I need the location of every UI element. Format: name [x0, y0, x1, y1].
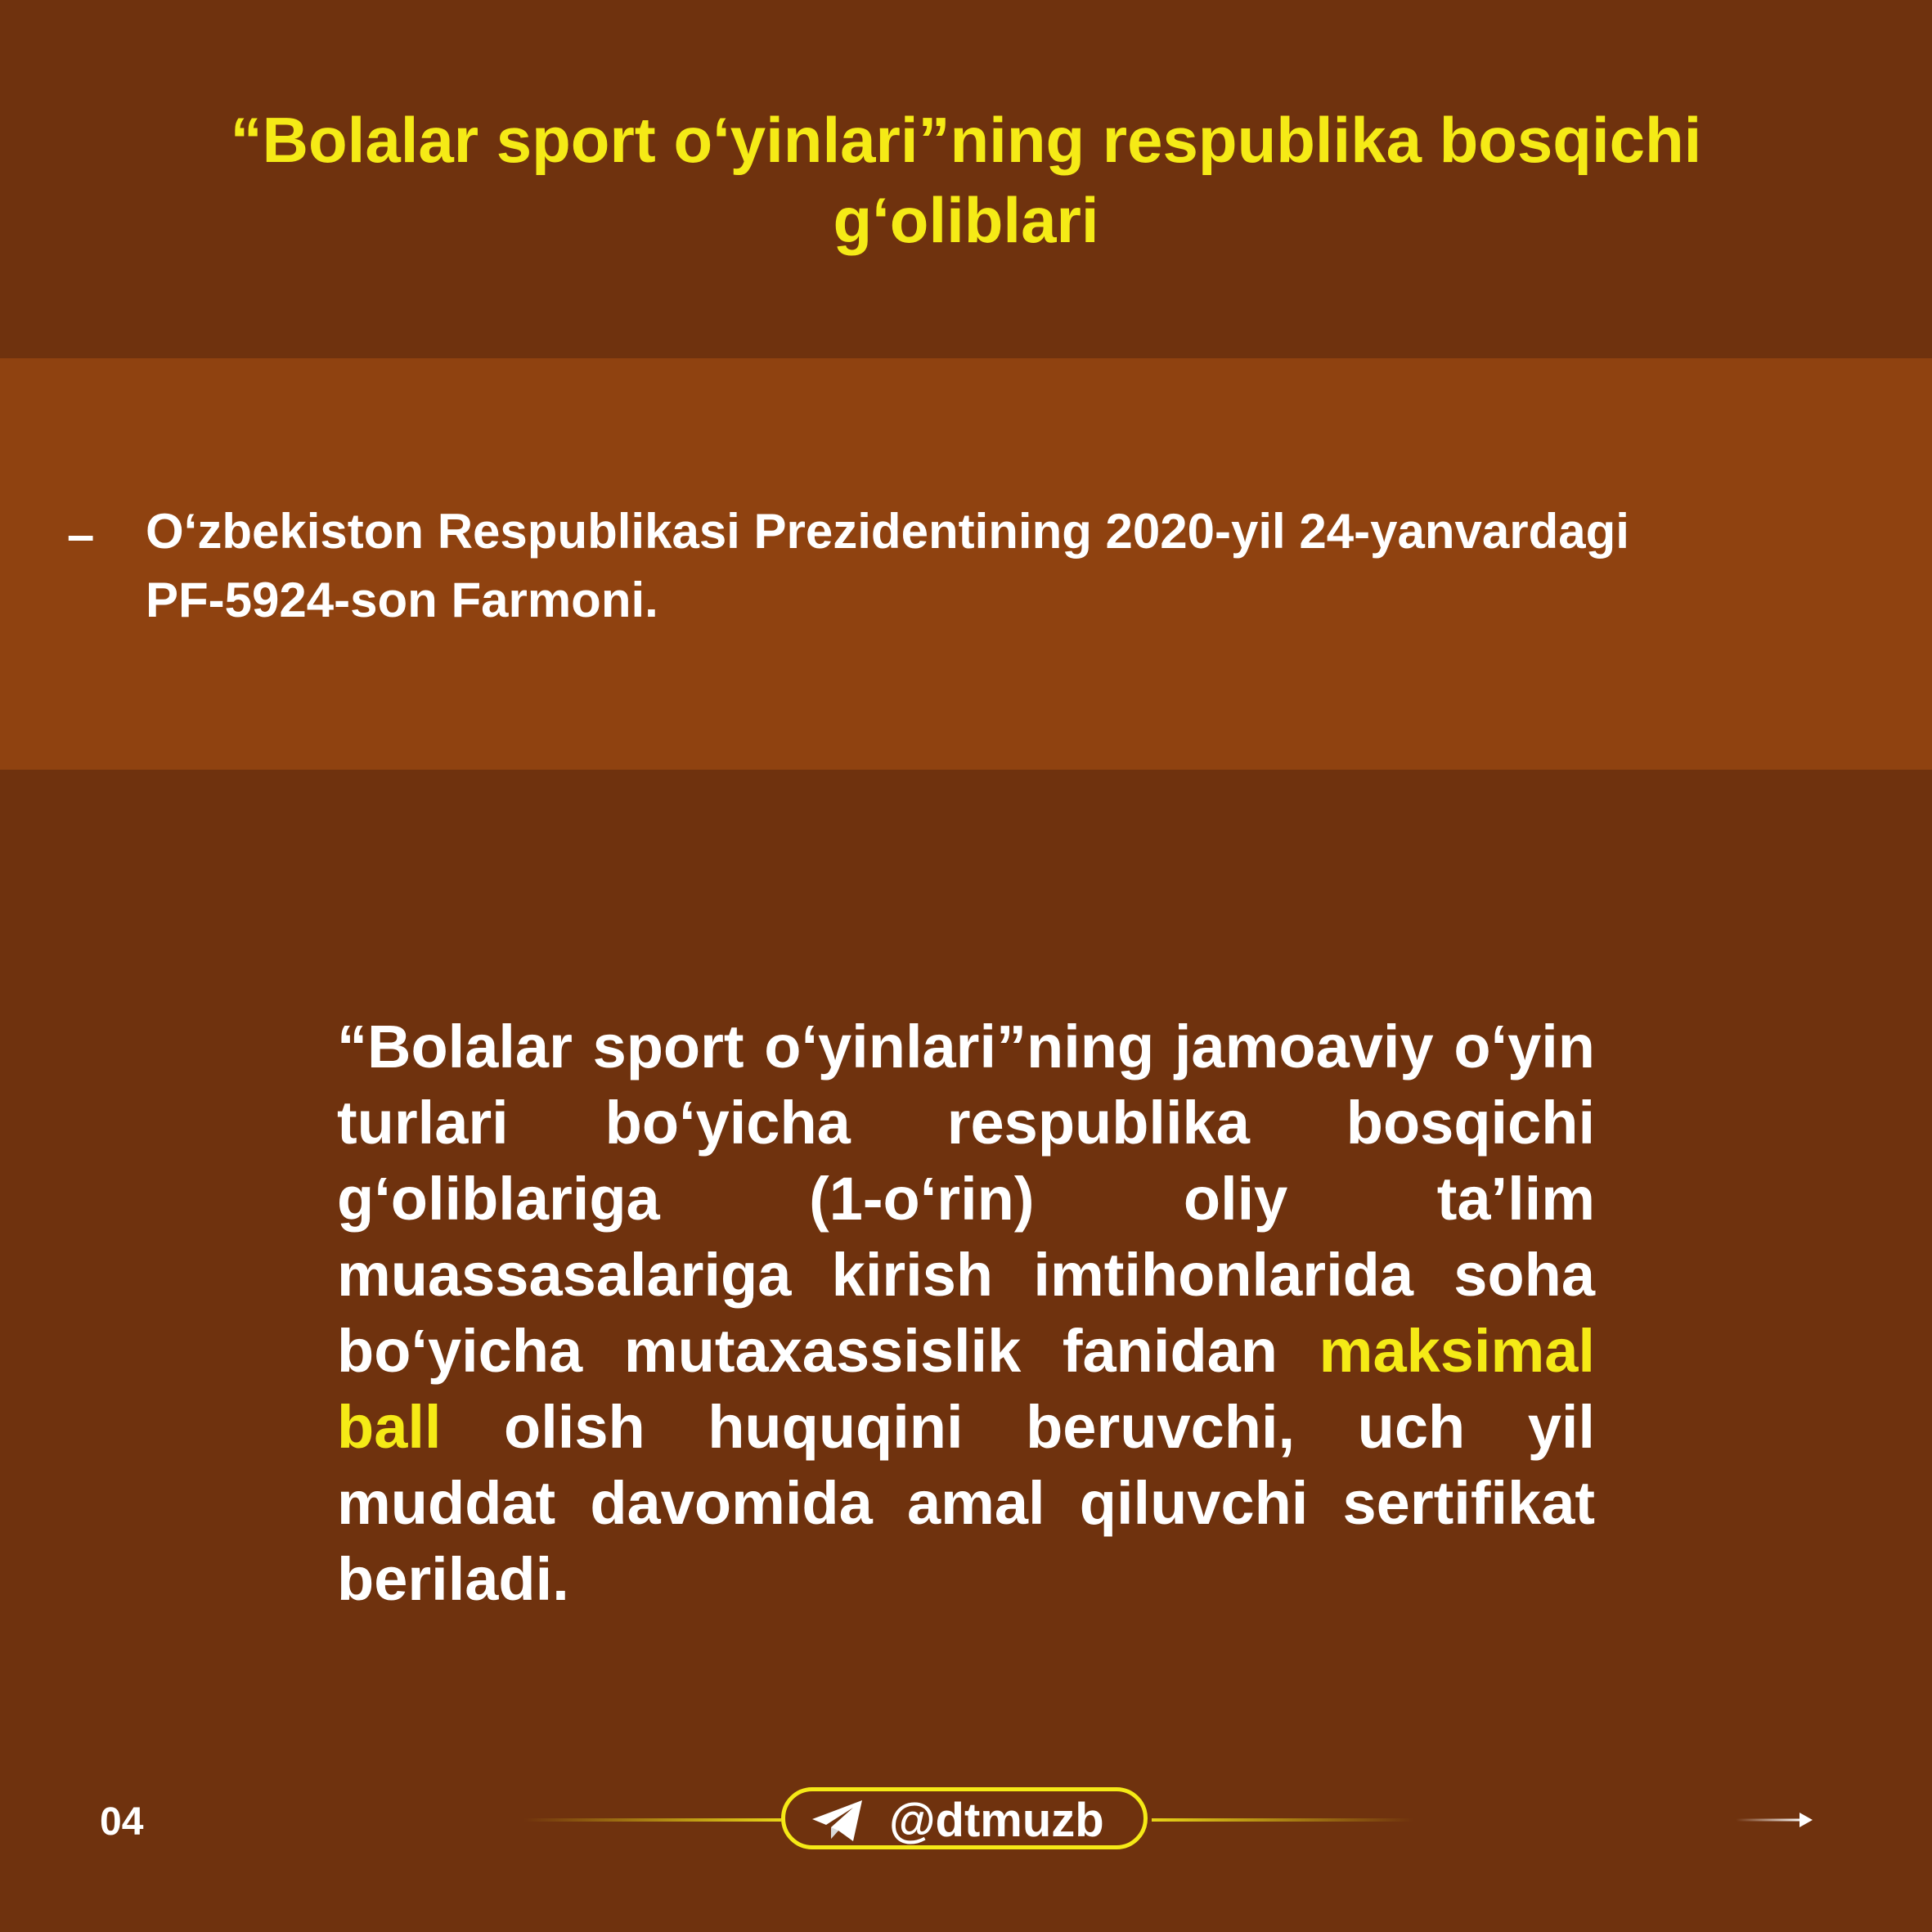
arrow-right-icon[interactable]	[1736, 1809, 1814, 1831]
highlight-max-score: maksimal ball	[337, 1317, 1595, 1461]
telegram-icon	[810, 1798, 865, 1844]
telegram-handle-link[interactable]	[781, 1787, 1148, 1849]
main-paragraph	[337, 1009, 1595, 1617]
divider-left	[523, 1818, 781, 1822]
handle-text: @dtmuzb	[889, 1794, 1104, 1847]
page-number: 04	[100, 1800, 144, 1844]
main-text-before: “Bolalar sport o‘yinlari”ning jamoaviy o‘yin turlari bo‘yicha respublika bosqichi g‘oliblariga (1-o‘rin) oliy ta’lim muassasalariga kirish imtihonlarida soha bo‘yicha mutaxassislik fanidan	[337, 1013, 1595, 1385]
divider-right	[1152, 1818, 1413, 1822]
legal-basis-text	[146, 497, 1781, 635]
main-text-after: olish huquqini beruvchi, uch yil muddat davomida amal qiluvchi sertifikat beriladi.	[337, 1393, 1595, 1613]
title-line-2: g‘oliblari	[833, 184, 1099, 256]
title-line-1: “Bolalar sport o‘yinlari”ning respublika bosqichi	[230, 104, 1702, 176]
legal-line-1: O‘zbekiston Respublikasi Prezidentining 2020-yil 24-yanvardagi	[146, 504, 1629, 559]
page-title	[164, 100, 1768, 260]
legal-line-2: PF-5924-son Farmoni.	[146, 573, 658, 627]
bullet-dash: –	[67, 507, 95, 562]
